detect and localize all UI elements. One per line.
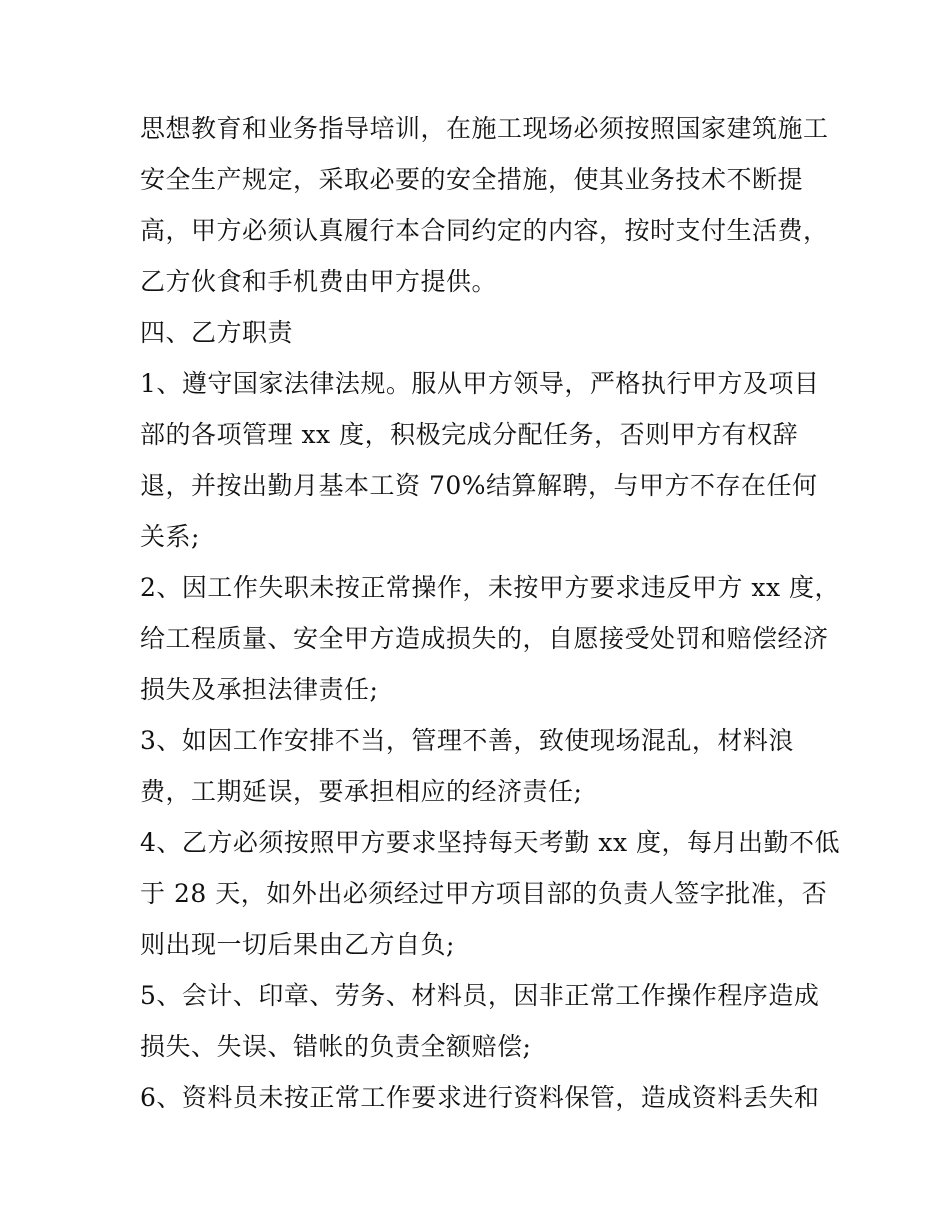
text-line: 损失及承担法律责任; — [140, 675, 379, 704]
text-line: 乙方伙食和手机费由甲方提供。 — [140, 267, 498, 296]
text-line: 1、遵守国家法律法规。服从甲方领导，严格执行甲方及项目 — [140, 369, 820, 398]
text-line: 则出现一切后果由乙方自负; — [140, 930, 455, 959]
text-line: 3、如因工作安排不当，管理不善，致使现场混乱，材料浪 — [140, 726, 794, 755]
text-line: 高，甲方必须认真履行本合同约定的内容，按时支付生活费， — [140, 216, 829, 245]
text-line: 思想教育和业务指导培训，在施工现场必须按照国家建筑施工 — [140, 114, 829, 143]
text-line: 5、会计、印章、劳务、材料员，因非正常工作操作程序造成 — [140, 981, 820, 1010]
text-line: 4、乙方必须按照甲方要求坚持每天考勤 xx 度，每月出勤不低 — [140, 828, 840, 857]
text-line: 6、资料员未按正常工作要求进行资料保管，造成资料丢失和 — [140, 1083, 820, 1112]
text-line: 给工程质量、安全甲方造成损失的，自愿接受处罚和赔偿经济 — [140, 624, 829, 653]
text-line: 关系; — [140, 522, 200, 551]
text-line: 退，并按出勤月基本工资 70%结算解聘，与甲方不存在任何 — [140, 471, 818, 500]
text-line: 安全生产规定，采取必要的安全措施，使其业务技术不断提 — [140, 165, 804, 194]
text-line: 2、因工作失职未按正常操作，未按甲方要求违反甲方 xx 度， — [140, 573, 840, 602]
section-heading: 四、乙方职责 — [140, 318, 294, 347]
text-line: 部的各项管理 xx 度，积极完成分配任务，否则甲方有权辞 — [140, 420, 799, 449]
text-line: 损失、失误、错帐的负责全额赔偿; — [140, 1032, 532, 1061]
text-line: 费，工期延误，要承担相应的经济责任; — [140, 777, 583, 806]
text-line: 于 28 天，如外出必须经过甲方项目部的负责人签字批准，否 — [140, 879, 828, 908]
